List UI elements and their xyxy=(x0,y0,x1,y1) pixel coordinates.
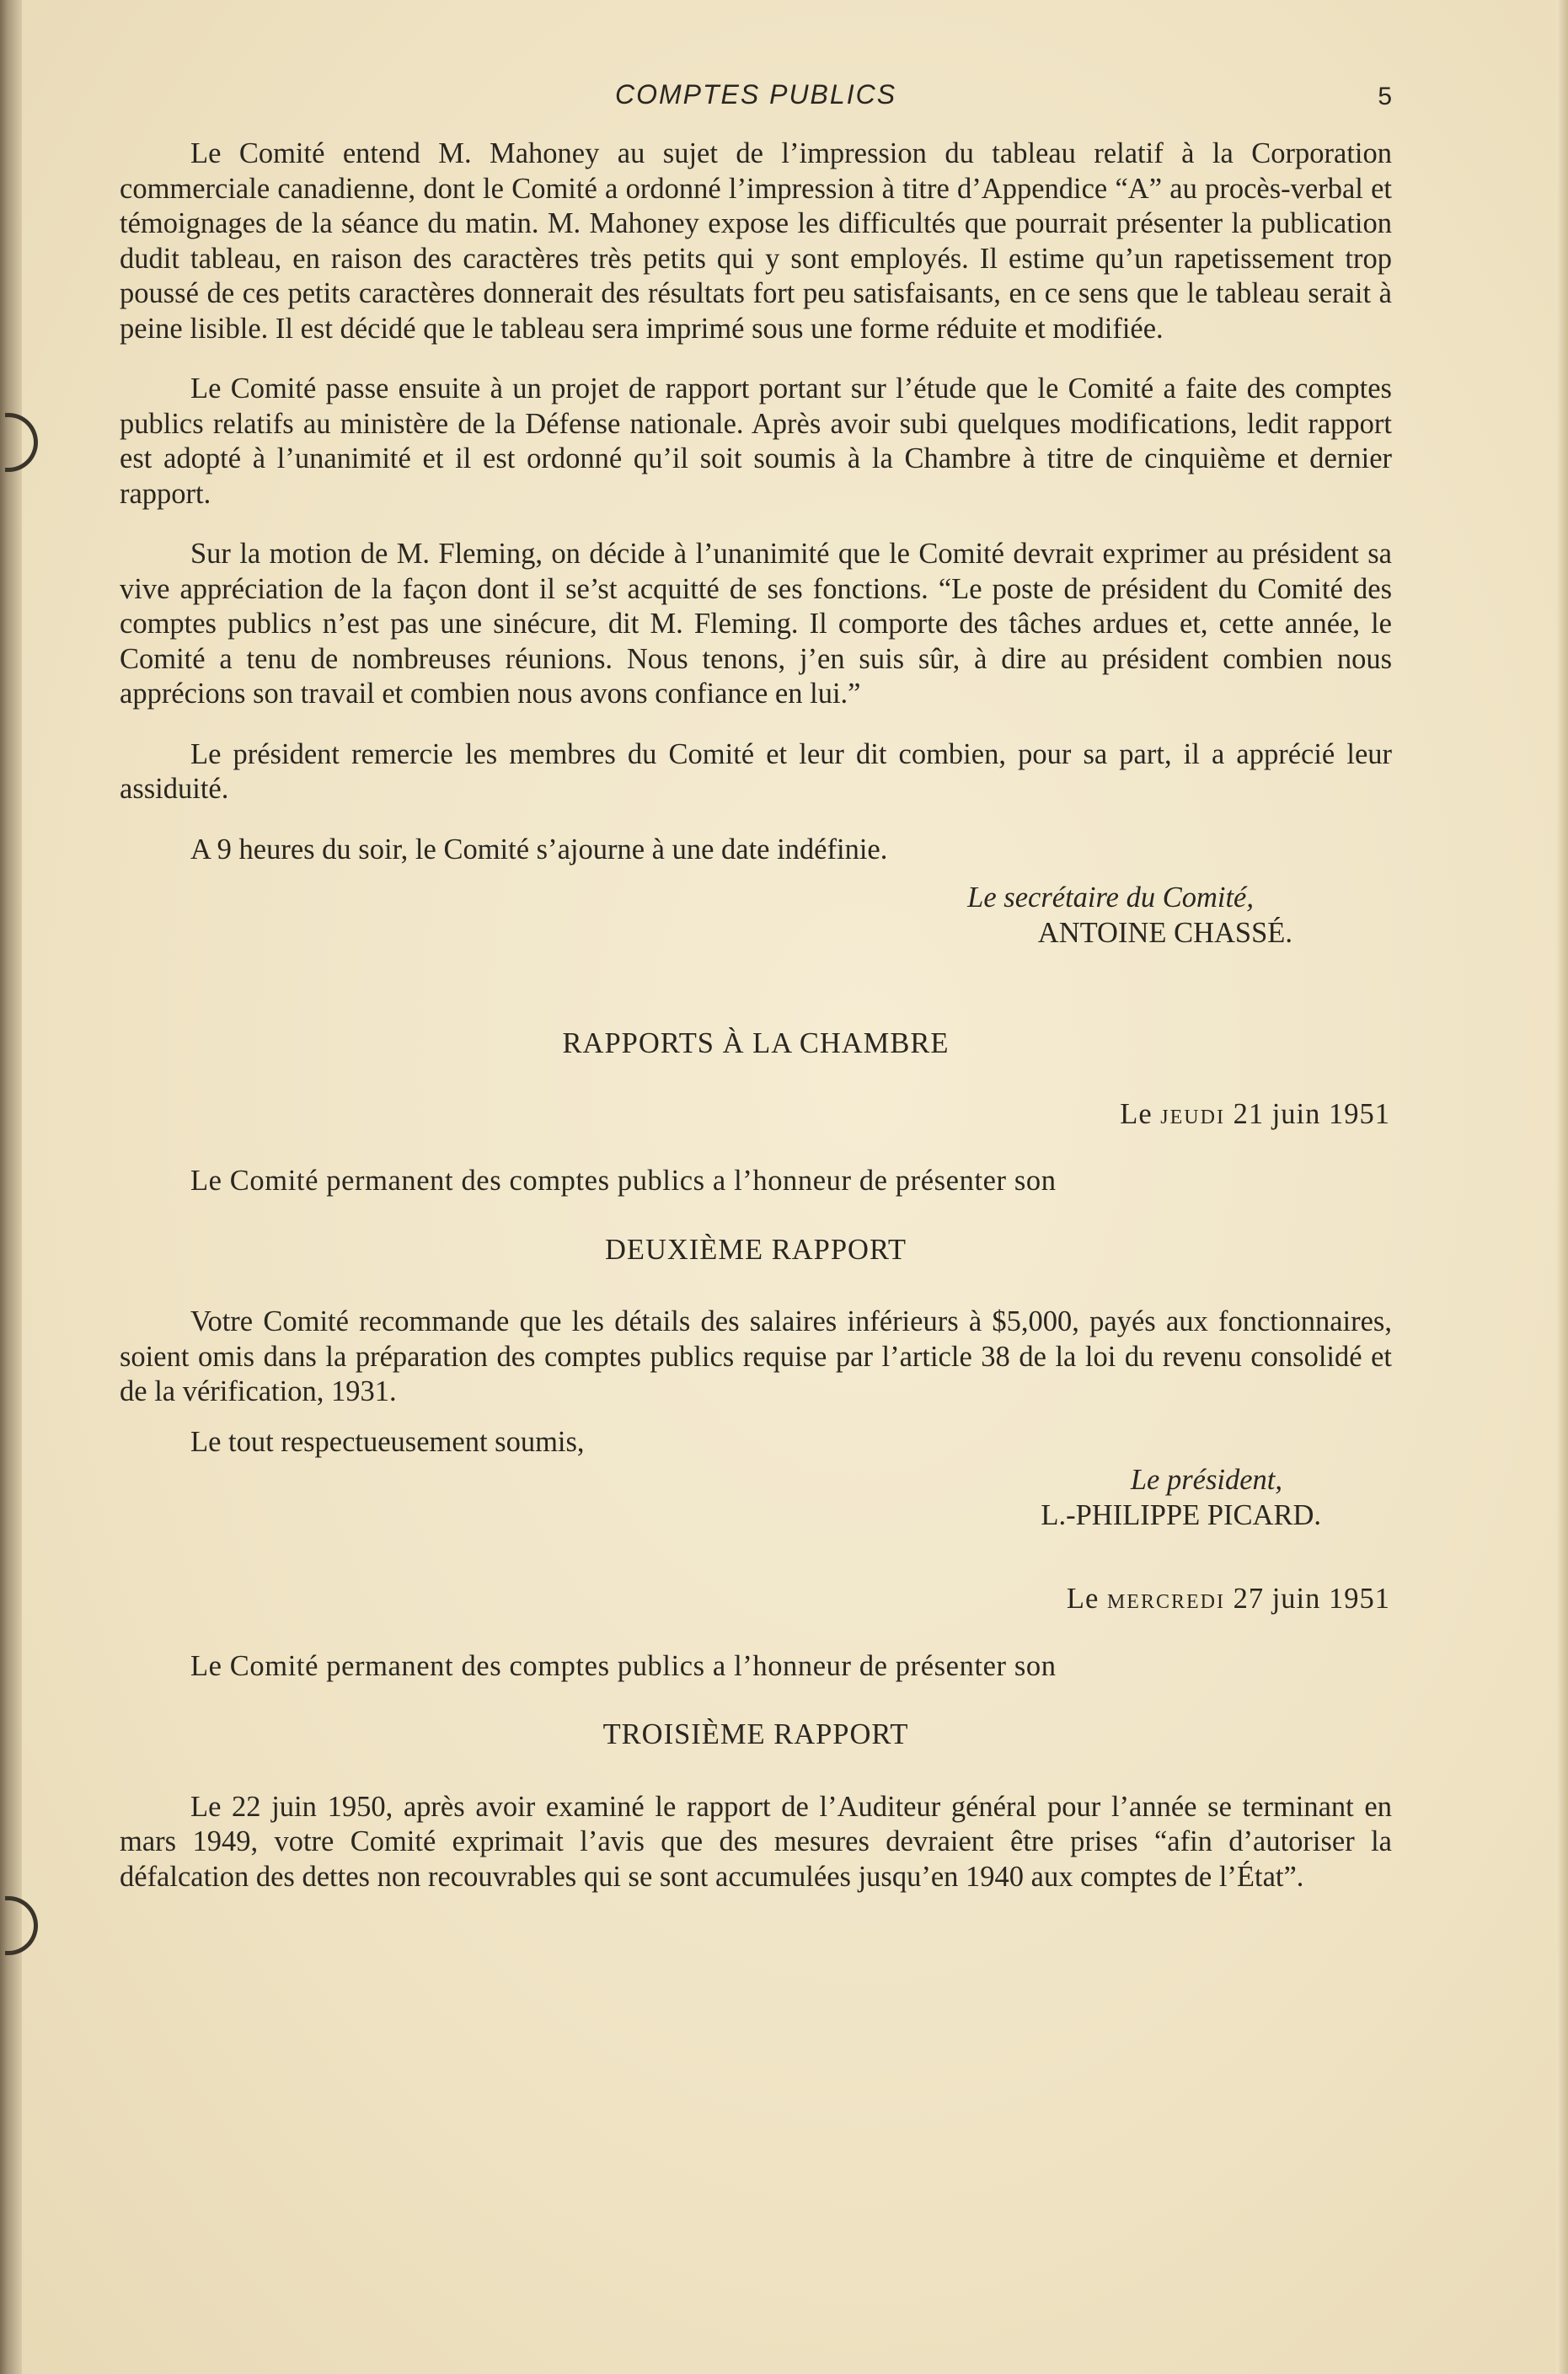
binder-hole-mark xyxy=(5,1896,38,1955)
paragraph-adjournment: A 9 heures du soir, le Comité s’ajourne à une date indéfinie. xyxy=(190,833,888,865)
report-three-intro: Le Comité permanent des comptes publics a l’honneur de présenter son xyxy=(190,1649,1057,1682)
report-three-date xyxy=(120,1582,1390,1617)
president-signature xyxy=(120,1463,1321,1533)
report-two-intro: Le Comité permanent des comptes publics a l’honneur de présenter son xyxy=(190,1165,1057,1197)
date-rest: 27 juin 1951 xyxy=(1233,1583,1390,1615)
report-three-title: TROISIÈME RAPPORT xyxy=(602,1718,909,1750)
running-title: COMPTES PUBLICS xyxy=(614,79,897,110)
paragraph-president-thanks: Le président remercie les membres du Comité et leur dit combien, pour sa part, il a apprécié leur assiduité. xyxy=(120,737,1392,805)
page-header xyxy=(120,74,1392,125)
page-number: 5 xyxy=(1378,83,1392,110)
report-two-body: Votre Comité recommande que les détails des salaires inférieurs à $5,000, payés aux fonctionnaires, soient omis dans la préparation des comptes publics requise par l’article 38 de la loi du revenu consolidé et de la vérification, 1931. xyxy=(120,1305,1392,1407)
binder-hole-mark xyxy=(5,413,38,472)
signature-name: L.-PHILIPPE PICARD. xyxy=(1041,1498,1321,1531)
signature-role: Le secrétaire du Comité, xyxy=(967,882,1254,914)
secretary-signature xyxy=(120,881,1292,951)
date-day: jeudi xyxy=(1160,1097,1225,1130)
paragraph-mahoney: Le Comité entend M. Mahoney au sujet de l’impression du tableau relatif à la Corporation commerciale canadienne, dont le Comité a ordonné l’impression à titre d’Appendice “A” au procès-verbal et témoignages de la séance du matin. M. Mahoney expose les difficultés que pourrait présenter la publication dudit tableau, en raison des caractères très petits qui y sont employés. Il estime qu’un rapetissement trop poussé de ces petits caractères donnerait des résultats fort peu satisfaisants, en ce sens que le tableau serait à peine lisible. Il est décidé que le tableau sera imprimé sous une forme réduite et modifiée. xyxy=(120,137,1392,345)
page-content xyxy=(120,74,1392,1894)
date-rest: 21 juin 1951 xyxy=(1233,1097,1390,1130)
report-two-closing: Le tout respectueusement soumis, xyxy=(190,1425,585,1458)
signature-name: ANTOINE CHASSÉ. xyxy=(1037,916,1292,949)
paragraph-fleming-motion: Sur la motion de M. Fleming, on décide à l’unanimité que le Comité devrait exprimer au président sa vive appréciation de la façon dont il se’st acquitté de ses fonctions. “Le poste de président du Comité des comptes publics n’est pas une sinécure, dit M. Fleming. Il comporte des tâches ardues et, cette année, le Comité a tenu de nombreuses réunions. Nous tenons, j’en suis sûr, à dire au président combien nous apprécions son travail et combien nous avons confiance en lui.” xyxy=(120,538,1392,710)
report-two-date xyxy=(120,1097,1390,1133)
date-day: mercredi xyxy=(1106,1583,1225,1615)
paragraph-draft-report: Le Comité passe ensuite à un projet de rapport portant sur l’étude que le Comité a faite des comptes publics relatifs au ministère de la Défense nationale. Après avoir subi quelques modifications, ledit rapport est adopté à l’unanimité et il est ordonné qu’il soit soumis à la Chambre à titre de cinquième et dernier rapport. xyxy=(120,372,1392,510)
date-prefix: Le xyxy=(1066,1583,1100,1615)
date-prefix: Le xyxy=(1120,1097,1153,1130)
page-edge-shadow xyxy=(1556,0,1568,2374)
signature-role: Le président, xyxy=(1130,1464,1282,1496)
binding-edge xyxy=(0,0,22,2374)
report-two-title: DEUXIÈME RAPPORT xyxy=(605,1233,907,1266)
section-title: RAPPORTS À LA CHAMBRE xyxy=(562,1027,950,1059)
report-three-body: Le 22 juin 1950, après avoir examiné le rapport de l’Auditeur général pour l’année se terminant en mars 1949, votre Comité exprimait l’avis que des mesures devraient être prises “afin d’autoriser la défalcation des dettes non recouvrables qui se sont accumulées jusqu’en 1940 aux comptes de l’État”. xyxy=(120,1790,1392,1893)
